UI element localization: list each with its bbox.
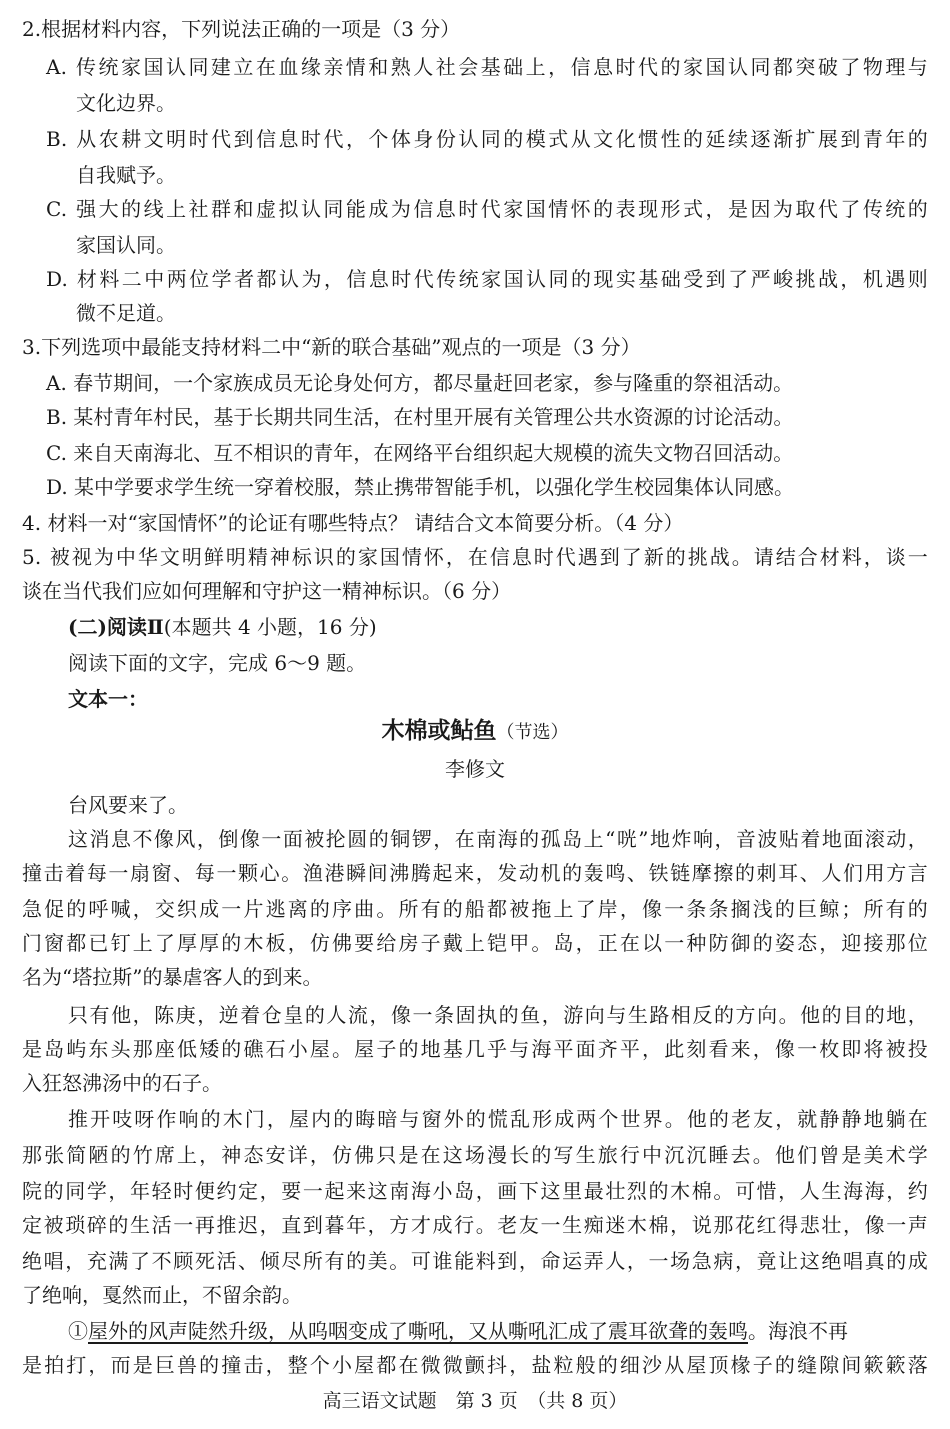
paragraph-2-line: 急促的呼喊，交织成一片逃离的序曲。所有的船都被拖上了岸，像一条条搁浅的巨鲸；所有的 [22,897,928,921]
question-2-option-a-line1: A. 传统家国认同建立在血缘亲情和熟人社会基础上，信息时代的家国认同都突破了物理与 [46,55,928,79]
paragraph-5-continuation: 。海浪不再 [748,1319,848,1343]
question-3-option-c: C. 来自天南海北、互不相识的青年，在网络平台组织起大规模的流失文物召回活动。 [46,441,794,465]
page-footer: 高三语文试题 第 3 页 （共 8 页） [322,1390,628,1412]
paragraph-4-line: 推开吱呀作响的木门，屋内的晦暗与窗外的慌乱形成两个世界。他的老友，就静静地躺在 [68,1107,928,1131]
article-author: 李修文 [445,757,505,781]
paragraph-3-line: 是岛屿东头那座低矮的礁石小屋。屋子的地基几乎与海平面齐平，此刻看来，像一枚即将被投 [22,1037,928,1061]
article-title-note: （节选） [496,722,569,743]
question-2-option-a-line2: 文化边界。 [76,91,176,115]
article-title-main: 木棉或鲇鱼 [381,717,497,744]
paragraph-3-line: 只有他，陈庚，逆着仓皇的人流，像一条固执的鱼，游向与生路相反的方向。他的目的地， [68,1003,928,1027]
paragraph-3-line: 入狂怒沸汤中的石子。 [22,1071,222,1095]
question-3-stem: 3.下列选项中最能支持材料二中“新的联合基础”观点的一项是（3 分） [22,335,641,359]
section-heading [68,612,377,642]
text-label: 文本一： [68,687,148,711]
question-3-option-b: B. 某村青年村民，基于长期共同生活，在村里开展有关管理公共水资源的讨论活动。 [46,405,794,429]
paragraph-4-line: 院的同学，年轻时便约定，要一起来这南海小岛，画下这里最壮烈的木棉。可惜，人生海海，约 [22,1179,928,1203]
question-2-option-c-line2: 家国认同。 [76,233,176,257]
paragraph-1: 台风要来了。 [68,793,188,817]
section-heading-detail: (本题共 4 小题，16 分) [163,615,377,639]
paragraph-2-line: 撞击着每一扇窗、每一颗心。渔港瞬间沸腾起来，发动机的轰鸣、铁链摩擦的刺耳、人们用方言 [22,861,928,885]
paragraph-5-underlined-sentence: 屋外的风声陡然升级，从呜咽变成了嘶吼，又从嘶吼汇成了震耳欲聋的轰鸣 [88,1319,748,1343]
section-instruction: 阅读下面的文字，完成 6～9 题。 [68,651,367,675]
paragraph-2-line: 这消息不像风，倒像一面被抡圆的铜锣，在南海的孤岛上“咣”地炸响，音波贴着地面滚动， [68,827,928,851]
question-5-line1: 5. 被视为中华文明鲜明精神标识的家国情怀，在信息时代遇到了新的挑战。请结合材料，谈一 [22,545,928,569]
question-3-option-a: A. 春节期间，一个家族成员无论身处何方，都尽量赶回老家，参与隆重的祭祖活动。 [46,371,794,395]
paragraph-4-line: 了绝响，戛然而止，不留余韵。 [22,1283,302,1307]
paragraph-4-line: 定被琐碎的生活一再推迟，直到暮年，方才成行。老友一生痴迷木棉，说那花红得悲壮，像一声 [22,1213,928,1237]
paragraph-2-line: 名为“塔拉斯”的暴虐客人的到来。 [22,965,323,989]
article-title [0,716,950,748]
section-heading-label: (二)阅读Ⅱ [68,615,164,639]
paragraph-4-line: 那张简陋的竹席上，神态安详，仿佛只是在这场漫长的写生旅行中沉沉睡去。他们曾是美术学 [22,1143,928,1167]
question-3-option-d: D. 某中学要求学生统一穿着校服，禁止携带智能手机，以强化学生校园集体认同感。 [46,475,795,499]
paragraph-2-line: 门窗都已钉上了厚厚的木板，仿佛要给房子戴上铠甲。岛，正在以一种防御的姿态，迎接那位 [22,931,928,955]
paragraph-4-line: 绝唱，充满了不顾死活、倾尽所有的美。可谁能料到，命运弄人，一场急病，竟让这绝唱真的成 [22,1249,928,1273]
question-2-option-d-line2: 微不足道。 [76,301,176,325]
question-2-option-d-line1: D. 材料二中两位学者都认为，信息时代传统家国认同的现实基础受到了严峻挑战，机遇则 [46,267,928,291]
question-2-option-b-line1: B. 从农耕文明时代到信息时代，个体身份认同的模式从文化惯性的延续逐渐扩展到青年的 [46,127,928,151]
paragraph-5-line1 [68,1316,928,1346]
question-4: 4. 材料一对“家国情怀”的论证有哪些特点？ 请结合文本简要分析。（4 分） [22,511,684,535]
question-5-line2: 谈在当代我们应如何理解和守护这一精神标识。（6 分） [22,579,512,603]
question-2-option-b-line2: 自我赋予。 [76,163,176,187]
paragraph-5-line2: 是拍打，而是巨兽的撞击，整个小屋都在微微颤抖，盐粒般的细沙从屋顶椽子的缝隙间簌簌落 [22,1353,928,1377]
paragraph-5-marker: ① [68,1319,88,1343]
question-2-option-c-line1: C. 强大的线上社群和虚拟认同能成为信息时代家国情怀的表现形式，是因为取代了传统的 [46,197,928,221]
question-2-stem: 2.根据材料内容，下列说法正确的一项是（3 分） [22,17,461,41]
